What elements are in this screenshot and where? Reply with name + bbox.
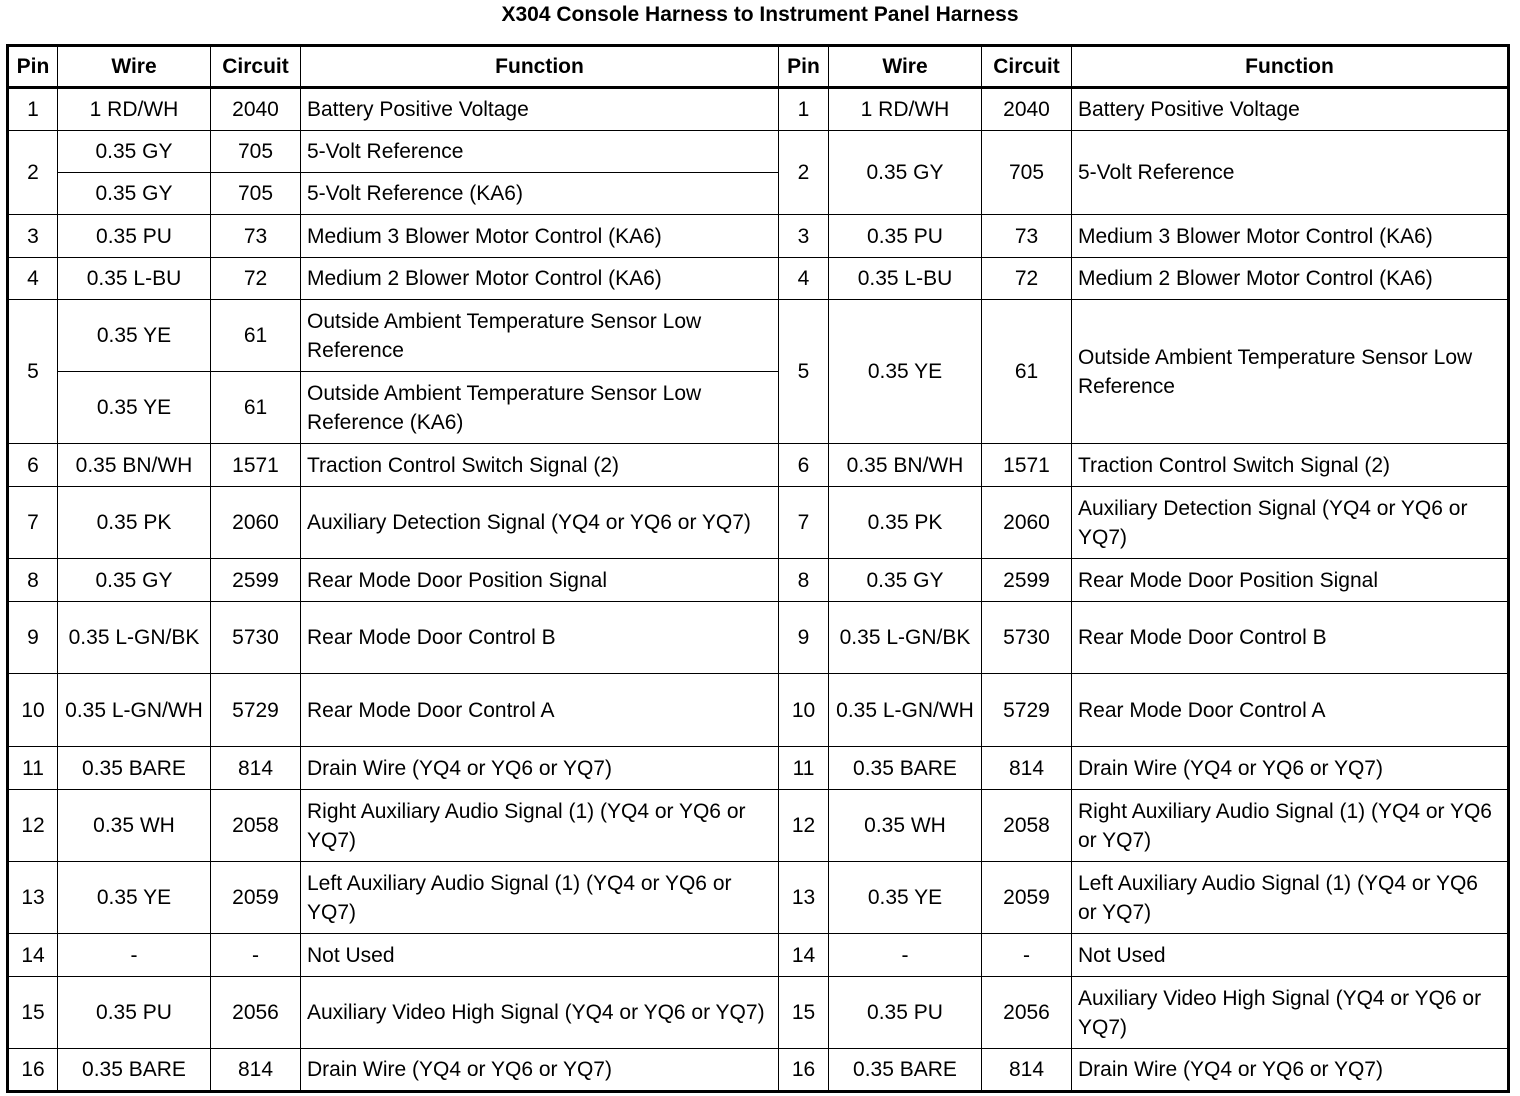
table-row (8, 300, 1509, 372)
function-cell: Traction Control Switch Signal (2) (1072, 444, 1509, 487)
function-cell: 5-Volt Reference (301, 131, 779, 173)
wire-cell: 0.35 L-GN/BK (829, 602, 982, 674)
function-cell: Rear Mode Door Control B (301, 602, 779, 674)
circuit-cell: - (982, 934, 1072, 977)
function-cell: Auxiliary Video High Signal (YQ4 or YQ6 or YQ7) (1072, 977, 1509, 1049)
function-cell: 5-Volt Reference (1072, 131, 1509, 215)
pin-cell: 13 (779, 862, 829, 934)
function-cell: Right Auxiliary Audio Signal (1) (YQ4 or YQ6 or YQ7) (301, 790, 779, 862)
function-cell: Medium 2 Blower Motor Control (KA6) (301, 258, 779, 300)
pin-cell: 2 (779, 131, 829, 215)
pin-cell: 7 (8, 487, 58, 559)
wire-cell: 0.35 PK (829, 487, 982, 559)
circuit-cell: 2059 (982, 862, 1072, 934)
function-cell: Rear Mode Door Control B (1072, 602, 1509, 674)
header-function: Function (301, 46, 779, 88)
circuit-cell: 2058 (211, 790, 301, 862)
function-cell: Outside Ambient Temperature Sensor Low Reference (1072, 300, 1509, 444)
circuit-cell: 1571 (211, 444, 301, 487)
circuit-cell: 814 (211, 747, 301, 790)
table-row (8, 602, 1509, 674)
pin-cell: 6 (779, 444, 829, 487)
wire-cell: 0.35 L-BU (58, 258, 211, 300)
pin-cell: 15 (8, 977, 58, 1049)
pin-cell: 11 (8, 747, 58, 790)
pin-cell: 5 (779, 300, 829, 444)
circuit-cell: 5730 (211, 602, 301, 674)
pin-cell: 14 (779, 934, 829, 977)
table-row (8, 88, 1509, 131)
circuit-cell: 814 (982, 1049, 1072, 1092)
wire-cell: 0.35 PK (58, 487, 211, 559)
wire-cell: 0.35 GY (829, 131, 982, 215)
circuit-cell: 814 (982, 747, 1072, 790)
wire-cell: 0.35 L-GN/WH (58, 674, 211, 747)
function-cell: Outside Ambient Temperature Sensor Low Reference (KA6) (301, 372, 779, 444)
table-row (8, 559, 1509, 602)
circuit-cell: - (211, 934, 301, 977)
table-row (8, 215, 1509, 258)
table-row (8, 790, 1509, 862)
table-row (8, 487, 1509, 559)
pin-cell: 15 (779, 977, 829, 1049)
table-row (8, 862, 1509, 934)
function-cell: Outside Ambient Temperature Sensor Low Reference (301, 300, 779, 372)
pin-cell: 8 (779, 559, 829, 602)
circuit-cell: 5729 (982, 674, 1072, 747)
circuit-cell: 61 (211, 372, 301, 444)
circuit-cell: 2040 (211, 88, 301, 131)
pin-cell: 6 (8, 444, 58, 487)
pin-cell: 12 (779, 790, 829, 862)
circuit-cell: 73 (982, 215, 1072, 258)
function-cell: Left Auxiliary Audio Signal (1) (YQ4 or YQ6 or YQ7) (301, 862, 779, 934)
function-cell: Auxiliary Detection Signal (YQ4 or YQ6 or YQ7) (1072, 487, 1509, 559)
wire-cell: 0.35 PU (829, 977, 982, 1049)
circuit-cell: 2060 (211, 487, 301, 559)
header-wire: Wire (829, 46, 982, 88)
pin-cell: 4 (8, 258, 58, 300)
pin-cell: 10 (8, 674, 58, 747)
header-pin: Pin (8, 46, 58, 88)
wire-cell: 1 RD/WH (829, 88, 982, 131)
wire-cell: 0.35 PU (58, 977, 211, 1049)
wire-cell: 0.35 YE (58, 300, 211, 372)
wire-cell: 0.35 WH (829, 790, 982, 862)
function-cell: Medium 2 Blower Motor Control (KA6) (1072, 258, 1509, 300)
wire-cell: 0.35 PU (829, 215, 982, 258)
wire-cell: 0.35 BARE (829, 1049, 982, 1092)
table-row (8, 131, 1509, 173)
function-cell: Auxiliary Video High Signal (YQ4 or YQ6 or YQ7) (301, 977, 779, 1049)
circuit-cell: 2056 (211, 977, 301, 1049)
wire-cell: 0.35 WH (58, 790, 211, 862)
function-cell: Traction Control Switch Signal (2) (301, 444, 779, 487)
wire-cell: 0.35 YE (58, 372, 211, 444)
pin-cell: 1 (8, 88, 58, 131)
function-cell: Rear Mode Door Position Signal (301, 559, 779, 602)
pin-cell: 14 (8, 934, 58, 977)
function-cell: Battery Positive Voltage (301, 88, 779, 131)
pin-cell: 16 (779, 1049, 829, 1092)
page-title: X304 Console Harness to Instrument Panel Harness (501, 3, 1019, 26)
pin-cell: 13 (8, 862, 58, 934)
header-circuit: Circuit (982, 46, 1072, 88)
circuit-cell: 73 (211, 215, 301, 258)
table-row (8, 674, 1509, 747)
function-cell: Drain Wire (YQ4 or YQ6 or YQ7) (301, 1049, 779, 1092)
table-row (8, 444, 1509, 487)
wire-cell: 0.35 BARE (58, 1049, 211, 1092)
pin-cell: 3 (779, 215, 829, 258)
header-row (8, 46, 1509, 88)
pin-cell: 1 (779, 88, 829, 131)
pin-cell: 16 (8, 1049, 58, 1092)
circuit-cell: 1571 (982, 444, 1072, 487)
header-wire: Wire (58, 46, 211, 88)
wire-cell: 0.35 BN/WH (829, 444, 982, 487)
circuit-cell: 2056 (982, 977, 1072, 1049)
circuit-cell: 2599 (982, 559, 1072, 602)
wire-cell: 0.35 L-GN/BK (58, 602, 211, 674)
pin-cell: 4 (779, 258, 829, 300)
circuit-cell: 705 (211, 173, 301, 215)
wire-cell: 0.35 L-GN/WH (829, 674, 982, 747)
wire-cell: 0.35 GY (58, 131, 211, 173)
function-cell: Drain Wire (YQ4 or YQ6 or YQ7) (1072, 747, 1509, 790)
function-cell: Right Auxiliary Audio Signal (1) (YQ4 or YQ6 or YQ7) (1072, 790, 1509, 862)
circuit-cell: 72 (211, 258, 301, 300)
connector-pinout-table (6, 44, 1510, 1093)
header-pin: Pin (779, 46, 829, 88)
function-cell: Rear Mode Door Control A (301, 674, 779, 747)
header-circuit: Circuit (211, 46, 301, 88)
function-cell: Drain Wire (YQ4 or YQ6 or YQ7) (301, 747, 779, 790)
function-cell: 5-Volt Reference (KA6) (301, 173, 779, 215)
circuit-cell: 5730 (982, 602, 1072, 674)
pin-cell: 10 (779, 674, 829, 747)
function-cell: Left Auxiliary Audio Signal (1) (YQ4 or YQ6 or YQ7) (1072, 862, 1509, 934)
wire-cell: - (829, 934, 982, 977)
pin-cell: 5 (8, 300, 58, 444)
circuit-cell: 2599 (211, 559, 301, 602)
function-cell: Medium 3 Blower Motor Control (KA6) (1072, 215, 1509, 258)
function-cell: Not Used (301, 934, 779, 977)
wire-cell: 0.35 BN/WH (58, 444, 211, 487)
pin-cell: 12 (8, 790, 58, 862)
table-row (8, 1049, 1509, 1092)
table-row (8, 934, 1509, 977)
wire-cell: 0.35 GY (829, 559, 982, 602)
wire-cell: 0.35 L-BU (829, 258, 982, 300)
pin-cell: 9 (779, 602, 829, 674)
circuit-cell: 2059 (211, 862, 301, 934)
pin-cell: 3 (8, 215, 58, 258)
function-cell: Rear Mode Door Control A (1072, 674, 1509, 747)
circuit-cell: 2060 (982, 487, 1072, 559)
circuit-cell: 2040 (982, 88, 1072, 131)
function-cell: Auxiliary Detection Signal (YQ4 or YQ6 or YQ7) (301, 487, 779, 559)
circuit-cell: 72 (982, 258, 1072, 300)
header-function: Function (1072, 46, 1509, 88)
wire-cell: 0.35 BARE (829, 747, 982, 790)
wire-cell: 1 RD/WH (58, 88, 211, 131)
pin-cell: 8 (8, 559, 58, 602)
wire-cell: 0.35 YE (829, 300, 982, 444)
wire-cell: - (58, 934, 211, 977)
function-cell: Medium 3 Blower Motor Control (KA6) (301, 215, 779, 258)
circuit-cell: 814 (211, 1049, 301, 1092)
table-row (8, 747, 1509, 790)
pin-cell: 7 (779, 487, 829, 559)
wire-cell: 0.35 YE (58, 862, 211, 934)
pin-cell: 2 (8, 131, 58, 215)
pin-cell: 11 (779, 747, 829, 790)
pin-cell: 9 (8, 602, 58, 674)
circuit-cell: 705 (211, 131, 301, 173)
circuit-cell: 61 (982, 300, 1072, 444)
circuit-cell: 2058 (982, 790, 1072, 862)
circuit-cell: 705 (982, 131, 1072, 215)
wire-cell: 0.35 GY (58, 173, 211, 215)
circuit-cell: 61 (211, 300, 301, 372)
table-row (8, 258, 1509, 300)
wire-cell: 0.35 GY (58, 559, 211, 602)
wire-cell: 0.35 PU (58, 215, 211, 258)
function-cell: Rear Mode Door Position Signal (1072, 559, 1509, 602)
function-cell: Drain Wire (YQ4 or YQ6 or YQ7) (1072, 1049, 1509, 1092)
wire-cell: 0.35 YE (829, 862, 982, 934)
function-cell: Battery Positive Voltage (1072, 88, 1509, 131)
circuit-cell: 5729 (211, 674, 301, 747)
table-row (8, 977, 1509, 1049)
function-cell: Not Used (1072, 934, 1509, 977)
wire-cell: 0.35 BARE (58, 747, 211, 790)
